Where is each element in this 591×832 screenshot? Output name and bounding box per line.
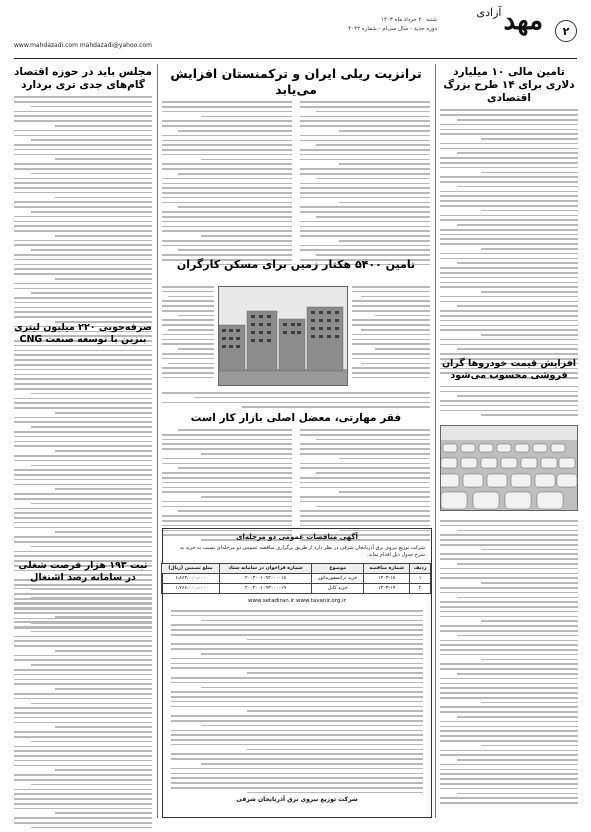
- lead-headline: ترانزیت ریلی ایران و ترکمنستان افزایش می‌یابد: [170, 66, 422, 97]
- center-story-2-body-right: [352, 286, 430, 382]
- table-header: موضوع: [312, 564, 364, 574]
- logo-subtext: آزادی: [476, 6, 502, 19]
- dateline-date: شنبه ۲۰ خرداد ماه ۱۴۰۳: [381, 17, 437, 23]
- story-body: [14, 588, 152, 832]
- table-cell: ۱: [410, 574, 431, 584]
- story-headline: فقر مهارتی، معضل اصلی بازار کار است: [190, 412, 402, 424]
- table-cell: ۲۰۰۳۰۰۱۰۹۳۰۰۰۰۱۸: [219, 574, 312, 584]
- table-cell: ۱۴۰۳-۱۹: [364, 584, 410, 594]
- notice-body: [171, 610, 423, 793]
- table-cell: ۱۴۰۳-۱۸: [364, 574, 410, 584]
- dateline: [348, 16, 437, 34]
- right-story-2: [440, 358, 578, 419]
- center-story-2-body-left: [162, 286, 214, 382]
- story-body: [162, 286, 214, 378]
- right-column: [440, 64, 578, 382]
- story-body: [162, 392, 430, 408]
- column-divider: [157, 64, 158, 818]
- housing-photo: [218, 286, 348, 386]
- notice-websites[interactable]: www.setadiran.ir www.tavanir.org.ir: [248, 598, 346, 604]
- table-row: [162, 584, 431, 594]
- masthead-rule: [14, 58, 577, 59]
- table-cell: ۶،۸۶۴،۰۰۰،۰۰۰: [162, 574, 220, 584]
- notice-signature: شرکت توزیع نیروی برق آذربایجان شرقی: [236, 796, 358, 804]
- story-headline: صرفه‌جویی ۲۲۰ میلیون لیتری بنزین با توسعه صنعت CNG: [14, 322, 152, 345]
- logo-text: مهد: [503, 6, 543, 36]
- center-story-2-tail: [162, 392, 430, 411]
- story-headline: تامین مالی ۱۰ میلیارد دلاری برای ۱۴ طرح بزرگ اقتصادی: [443, 66, 575, 105]
- center-story-2: [162, 258, 430, 272]
- table-header: شماره فراخوان در سامانه ستاد: [219, 564, 312, 574]
- table-row: [162, 574, 431, 584]
- column-divider: [435, 64, 436, 818]
- story-body: [440, 109, 578, 378]
- table-cell: خرید ترانسفورماتور: [312, 574, 364, 584]
- page-number: ۲: [555, 20, 577, 42]
- table-cell: ۲۰۰۳۰۰۱۰۹۳۰۰۰۰۱۹: [219, 584, 312, 594]
- newspaper-logo: [477, 6, 544, 36]
- notice-title: آگهی مناقصات عمومی دو مرحله‌ای: [236, 533, 358, 541]
- story-body: [162, 101, 430, 268]
- cars-photo: [440, 425, 578, 511]
- table-cell: ۲: [410, 584, 431, 594]
- parked-cars-image: [440, 426, 577, 511]
- left-story-3: [14, 560, 152, 832]
- story-headline: ثبت ۱۹۳ هزار فرصت شغلی در سامانه رصد اشتغال: [18, 560, 148, 583]
- tender-table: [161, 563, 431, 594]
- story-body: [162, 429, 430, 544]
- story-headline: افزایش قیمت خودروها گران فروشی محسوب می‌شود: [441, 358, 577, 381]
- center-story-3: [162, 412, 430, 544]
- notice-intro: شرکت توزیع نیروی برق آذربایجان شرقی در نظر دارد از طریق برگزاری مناقصه عمومی دو مرحله‌ای نسبت به خرید به شرح جدول ذیل اقدام نماید.: [180, 545, 425, 558]
- story-body: [440, 386, 578, 416]
- story-headline: تامین ۵۴۰۰ هکتار زمین برای مسکن کارگران: [176, 258, 416, 271]
- right-story-2-body: [440, 516, 578, 807]
- dateline-issue: دوره جدید - سال سی‌ام - شماره ۴۰۴۲: [348, 26, 437, 32]
- apartment-buildings-image: [218, 287, 347, 386]
- story-body: [440, 520, 578, 804]
- table-cell: ۱،۷۶۶،۰۰۰،۰۰۰: [162, 584, 220, 594]
- story-headline: مجلس باید در حوزه اقتصاد گام‌های جدی تری بردارد: [14, 66, 152, 92]
- website-links[interactable]: www.mahdazadi.com mahdazadi@yahoo.com: [14, 42, 152, 49]
- table-cell: خرید کابل: [312, 584, 364, 594]
- table-header-row: [162, 564, 431, 574]
- table-header: مبلغ تضمین (ریال): [162, 564, 220, 574]
- story-body: [352, 286, 430, 378]
- center-column-top: [162, 64, 430, 269]
- table-header: ردیف: [410, 564, 431, 574]
- tender-notice: [162, 528, 432, 818]
- table-header: شماره مناقصه: [364, 564, 410, 574]
- masthead: [14, 6, 577, 56]
